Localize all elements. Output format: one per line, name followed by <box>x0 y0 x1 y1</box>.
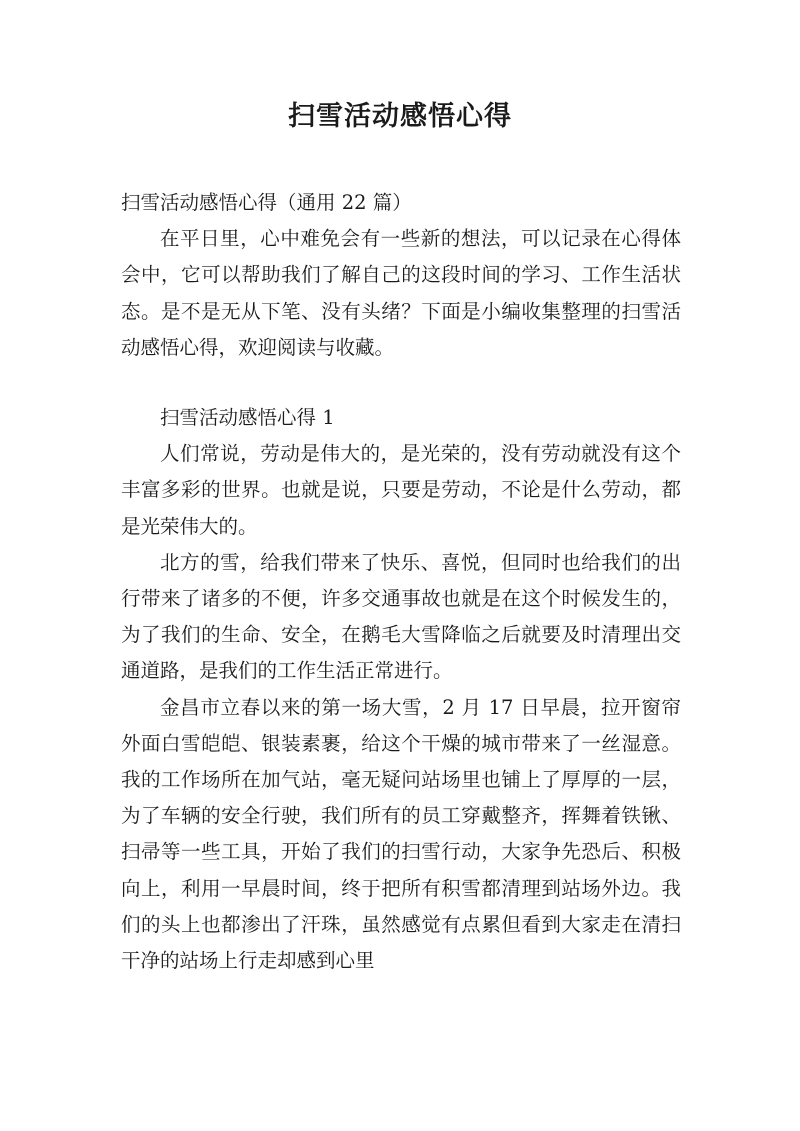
section-heading: 扫雪活动感悟心得 1 <box>160 406 335 430</box>
body-paragraph: 人们常说，劳动是伟大的，是光荣的，没有劳动就没有这个丰富多彩的世界。也就是说，只要是劳动，不论是什么劳动，都是光荣伟大的。 <box>121 442 681 538</box>
body-paragraph: 金昌市立春以来的第一场大雪，2 月 17 日早晨，拉开窗帘外面白雪皑皑、银装素裹，给这个干燥的城市带来了一丝湿意。我的工作场所在加气站，毫无疑问站场里也铺上了厚厚的一层，为了车辆的安全行驶，我们所有的员工穿戴整齐，挥舞着铁锹、扫帚等一些工具，开始了我们的扫雪行动，大家争先恐后、积极向上，利用一早晨时间，终于把所有积雪都清理到站场外边。我们的头上也都渗出了汗珠，虽然感觉有点累但看到大家走在清扫干净的站场上行走却感到心里 <box>121 695 681 973</box>
intro-paragraph: 在平日里，心中难免会有一些新的想法，可以记录在心得体会中，它可以帮助我们了解自己的这段时间的学习、工作生活状态。是不是无从下笔、没有头绪？下面是小编收集整理的扫雪活动感悟心得，欢迎阅读与收藏。 <box>121 227 681 359</box>
document-subtitle: 扫雪活动感悟心得（通用 22 篇） <box>121 191 412 214</box>
body-paragraph: 北方的雪，给我们带来了快乐、喜悦，但同时也给我们的出行带来了诸多的不便，许多交通事故也就是在这个时候发生的，为了我们的生命、安全，在鹅毛大雪降临之后就要及时清理出交通道路，是我们的工作生活正常进行。 <box>121 550 681 683</box>
document-body <box>121 185 681 979</box>
document-title: 扫雪活动感悟心得 <box>288 101 512 132</box>
